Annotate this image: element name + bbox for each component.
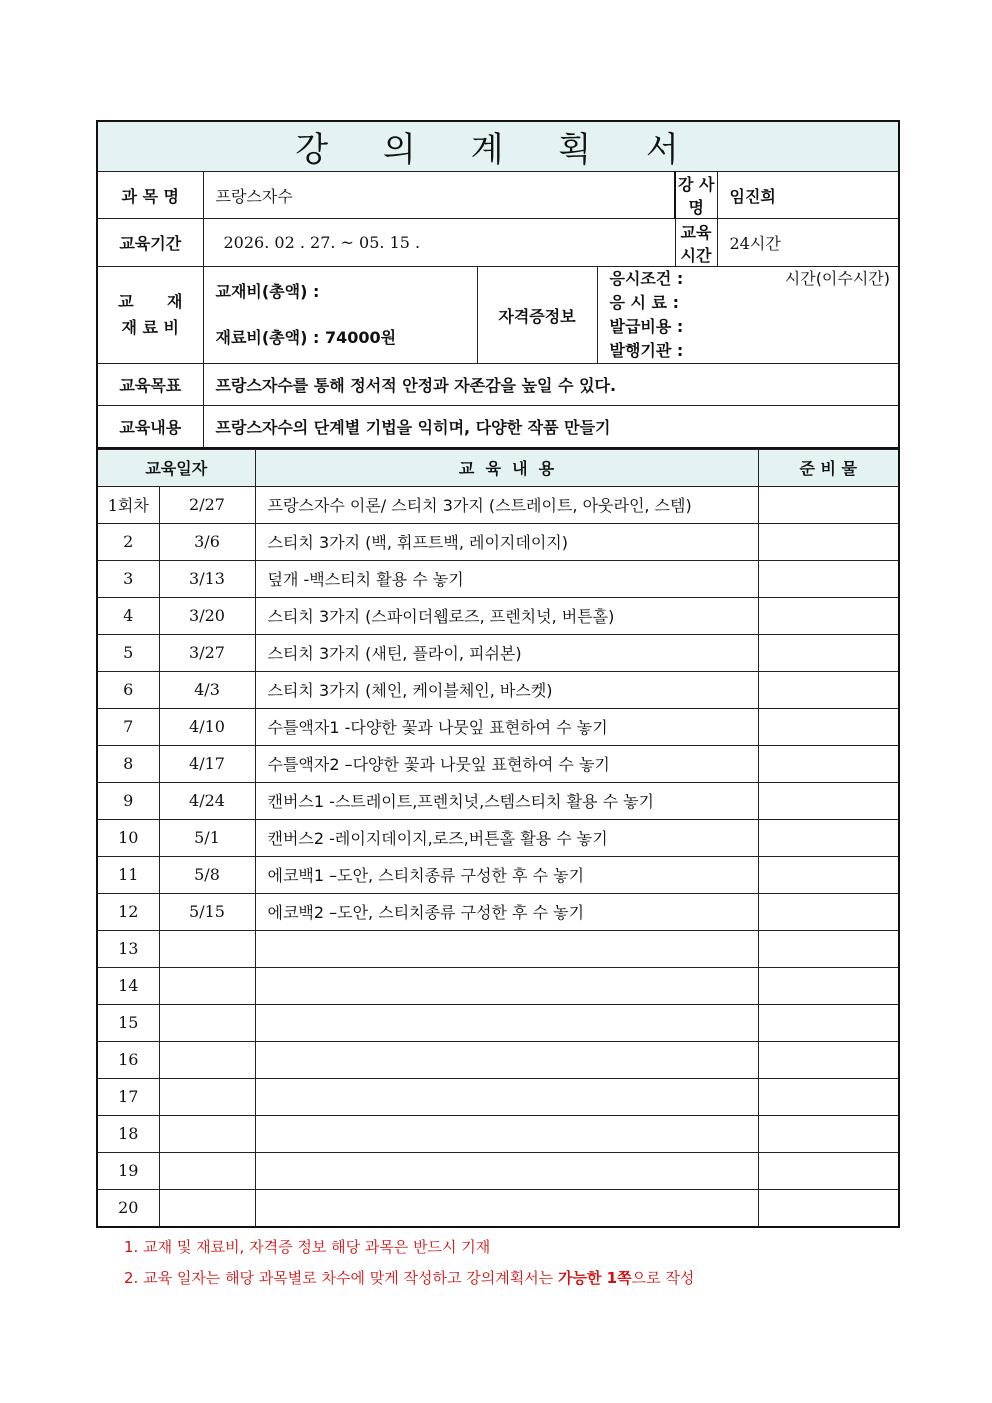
- session-number: 9: [97, 782, 159, 819]
- schedule-row: [97, 560, 899, 597]
- schedule-header-content: 교 육 내 용: [255, 449, 758, 486]
- session-number: 18: [97, 1115, 159, 1152]
- session-prep: [758, 819, 899, 856]
- session-number: 12: [97, 893, 159, 930]
- instructor-value: 임진희: [717, 172, 899, 219]
- session-content: 캔버스1 -스트레이트,프렌치넛,스템스티치 활용 수 놓기: [255, 782, 758, 819]
- session-content: 캔버스2 -레이지데이지,로즈,버튼홀 활용 수 놓기: [255, 819, 758, 856]
- instructor-label: 강 사 명: [675, 172, 717, 219]
- schedule-row: [97, 634, 899, 671]
- period-value: 2026. 02 . 27. ~ 05. 15 .: [203, 219, 675, 267]
- session-number: 17: [97, 1078, 159, 1115]
- session-number: 16: [97, 1041, 159, 1078]
- schedule-table: [96, 449, 900, 1228]
- session-content: 프랑스자수 이론/ 스티치 3가지 (스트레이트, 아웃라인, 스템): [255, 486, 758, 523]
- cert-condition: 응시조건 :: [609, 269, 684, 288]
- schedule-row: [97, 1004, 899, 1041]
- session-date: [159, 1041, 255, 1078]
- session-prep: [758, 893, 899, 930]
- session-number: 15: [97, 1004, 159, 1041]
- schedule-row: [97, 819, 899, 856]
- session-date: [159, 1115, 255, 1152]
- session-prep: [758, 1004, 899, 1041]
- textbook-cost: 교재비(총액) :: [215, 282, 320, 301]
- cert-issue-cost: 발급비용 :: [609, 317, 684, 336]
- session-prep: [758, 745, 899, 782]
- schedule-row: [97, 1041, 899, 1078]
- schedule-row: [97, 745, 899, 782]
- session-prep: [758, 1041, 899, 1078]
- schedule-header-prep: 준 비 물: [758, 449, 899, 486]
- session-number: 10: [97, 819, 159, 856]
- cert-issuer: 발행기관 :: [609, 341, 684, 360]
- session-prep: [758, 930, 899, 967]
- session-date: 4/10: [159, 708, 255, 745]
- session-prep: [758, 560, 899, 597]
- subject-value: 프랑스자수: [203, 172, 675, 219]
- session-date: [159, 1152, 255, 1189]
- note-2-prefix: 2. 교육 일자는 해당 과목별로 차수에 맞게 작성하고 강의계획서는: [124, 1269, 558, 1287]
- schedule-row: [97, 856, 899, 893]
- schedule-row: [97, 597, 899, 634]
- subject-label: 과 목 명: [97, 172, 203, 219]
- session-number: 20: [97, 1189, 159, 1227]
- schedule-row: [97, 893, 899, 930]
- session-number: 7: [97, 708, 159, 745]
- session-date: 2/27: [159, 486, 255, 523]
- period-label: 교육기간: [97, 219, 203, 267]
- lecture-plan-header-table: [96, 120, 900, 449]
- session-prep: [758, 523, 899, 560]
- schedule-row: [97, 523, 899, 560]
- content-value: 프랑스자수의 단계별 기법을 익히며, 다양한 작품 만들기: [203, 406, 899, 448]
- materials-label-line1: 교 재: [118, 292, 183, 311]
- footnotes: [124, 1232, 694, 1294]
- session-date: [159, 967, 255, 1004]
- session-prep: [758, 597, 899, 634]
- goal-label: 교육목표: [97, 364, 203, 406]
- session-number: 2: [97, 523, 159, 560]
- session-number: 5: [97, 634, 159, 671]
- session-prep: [758, 1078, 899, 1115]
- session-prep: [758, 486, 899, 523]
- session-content: 에코백1 –도안, 스티치종류 구성한 후 수 놓기: [255, 856, 758, 893]
- note-2: [124, 1263, 694, 1294]
- schedule-row: [97, 1189, 899, 1227]
- session-content: 수틀액자2 –다양한 꽃과 나뭇잎 표현하여 수 놓기: [255, 745, 758, 782]
- schedule-row: [97, 671, 899, 708]
- session-content: 스티치 3가지 (스파이더웹로즈, 프렌치넛, 버튼홀): [255, 597, 758, 634]
- cert-fee: 응 시 료 :: [609, 293, 679, 312]
- schedule-row: [97, 1078, 899, 1115]
- hours-label: 교육시간: [675, 219, 717, 267]
- session-date: [159, 930, 255, 967]
- note-2-emphasis: 가능한 1쪽: [557, 1269, 632, 1287]
- goal-value: 프랑스자수를 통해 정서적 안정과 자존감을 높일 수 있다.: [203, 364, 899, 406]
- session-content: [255, 1004, 758, 1041]
- material-cost: 재료비(총액) : 74000원: [215, 328, 397, 347]
- session-prep: [758, 856, 899, 893]
- note-2-suffix: 으로 작성: [631, 1269, 695, 1287]
- session-date: 4/24: [159, 782, 255, 819]
- session-content: 스티치 3가지 (새틴, 플라이, 피쉬본): [255, 634, 758, 671]
- session-content: [255, 1189, 758, 1227]
- session-date: 5/15: [159, 893, 255, 930]
- session-date: 3/13: [159, 560, 255, 597]
- session-date: [159, 1078, 255, 1115]
- session-prep: [758, 782, 899, 819]
- session-date: [159, 1189, 255, 1227]
- session-prep: [758, 708, 899, 745]
- hours-value: 24시간: [717, 219, 899, 267]
- session-number: 1회차: [97, 486, 159, 523]
- session-content: 스티치 3가지 (체인, 케이블체인, 바스켓): [255, 671, 758, 708]
- session-content: [255, 967, 758, 1004]
- session-date: 3/27: [159, 634, 255, 671]
- session-number: 3: [97, 560, 159, 597]
- session-content: 수틀액자1 -다양한 꽃과 나뭇잎 표현하여 수 놓기: [255, 708, 758, 745]
- session-date: 4/17: [159, 745, 255, 782]
- session-date: 3/20: [159, 597, 255, 634]
- session-number: 6: [97, 671, 159, 708]
- session-content: [255, 1078, 758, 1115]
- lecture-plan-document: [96, 120, 898, 1228]
- session-prep: [758, 634, 899, 671]
- materials-cost-cell: [203, 267, 477, 364]
- session-date: 4/3: [159, 671, 255, 708]
- session-date: 5/1: [159, 819, 255, 856]
- session-content: [255, 1152, 758, 1189]
- session-number: 11: [97, 856, 159, 893]
- materials-label: [97, 267, 203, 364]
- schedule-row: [97, 1115, 899, 1152]
- cert-info-cell: [597, 267, 899, 364]
- session-prep: [758, 967, 899, 1004]
- session-content: [255, 1115, 758, 1152]
- document-title: 강 의 계 획 서: [97, 121, 899, 172]
- schedule-row: [97, 486, 899, 523]
- cert-label: 자격증정보: [477, 267, 597, 364]
- schedule-row: [97, 708, 899, 745]
- session-date: [159, 1004, 255, 1041]
- session-content: [255, 1041, 758, 1078]
- session-content: 덮개 -백스티치 활용 수 놓기: [255, 560, 758, 597]
- session-content: [255, 930, 758, 967]
- schedule-row: [97, 930, 899, 967]
- session-prep: [758, 1115, 899, 1152]
- session-prep: [758, 671, 899, 708]
- session-number: 14: [97, 967, 159, 1004]
- session-number: 8: [97, 745, 159, 782]
- note-1: 1. 교재 및 재료비, 자격증 정보 해당 과목은 반드시 기재: [124, 1238, 491, 1256]
- session-number: 13: [97, 930, 159, 967]
- schedule-row: [97, 1152, 899, 1189]
- session-content: 스티치 3가지 (백, 휘프트백, 레이지데이지): [255, 523, 758, 560]
- session-content: 에코백2 –도안, 스티치종류 구성한 후 수 놓기: [255, 893, 758, 930]
- session-number: 19: [97, 1152, 159, 1189]
- session-date: 3/6: [159, 523, 255, 560]
- session-date: 5/8: [159, 856, 255, 893]
- session-prep: [758, 1189, 899, 1227]
- schedule-row: [97, 782, 899, 819]
- cert-condition-value: 시간(이수시간): [784, 269, 891, 288]
- materials-label-line2: 재 료 비: [121, 318, 179, 337]
- session-number: 4: [97, 597, 159, 634]
- schedule-header-date: 교육일자: [97, 449, 255, 486]
- schedule-row: [97, 967, 899, 1004]
- content-label: 교육내용: [97, 406, 203, 448]
- session-prep: [758, 1152, 899, 1189]
